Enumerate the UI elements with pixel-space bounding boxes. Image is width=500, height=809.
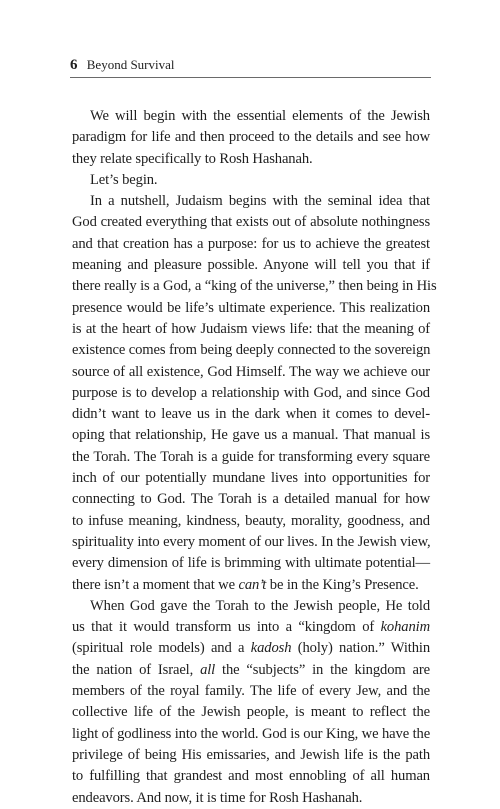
text-line: the Torah. The Torah is a guide for transforming every square <box>72 448 430 465</box>
body-text <box>72 106 437 809</box>
text-line: and that creation has a purpose: for us to achieve the greatest <box>72 235 430 252</box>
text-run: (spiritual role models) and a <box>72 640 251 657</box>
page-number: 6 <box>70 57 78 73</box>
text-line: inch of our potentially mundane lives into opportunities for <box>72 470 430 487</box>
text-line: connecting to God. The Torah is a detailed manual for how <box>72 491 430 508</box>
text-run: us that it would transform us into a “kingdom of <box>72 619 381 636</box>
text-line <box>72 575 430 596</box>
text-line: We will begin with the essential elements of the Jewish <box>90 108 430 124</box>
text-run: be in the King’s Presence. <box>266 576 419 593</box>
text-line: to fulfilling that grandest and most ennobling of all human <box>72 768 430 785</box>
text-line: When God gave the Torah to the Jewish people, He told <box>90 597 430 614</box>
text-line: privilege of being His emissaries, and Jewish life is the path <box>72 746 430 763</box>
italic-emphasis: can’t <box>238 576 267 593</box>
running-title: Beyond Survival <box>86 57 175 72</box>
text-line: every dimension of life is brimming with ultimate potential— <box>72 555 430 572</box>
text-line: spirituality into every moment of our lives. In the Jewish view, <box>72 533 431 550</box>
text-line: is at the heart of how Judaism views life: that the meaning of <box>72 320 430 337</box>
text-line: to infuse meaning, kindness, beauty, morality, goodness, and <box>72 512 430 529</box>
italic-term: kadosh <box>250 640 292 657</box>
italic-term: kohanim <box>380 619 430 636</box>
text-run: there isn’t a moment that we <box>72 576 239 593</box>
text-line: God created everything that exists out of absolute nothingness <box>72 214 430 231</box>
text-line: light of godliness into the world. God is our King, we have the <box>72 725 431 742</box>
text-line: purpose is to develop a relationship with God, and since God <box>72 384 430 401</box>
text-run: the “subjects” in the kingdom are <box>215 661 430 678</box>
text-line: presence would be life’s ultimate experience. This realization <box>72 299 430 316</box>
text-line <box>72 617 430 638</box>
text-line: members of the royal family. The life of every Jew, and the <box>72 683 430 700</box>
text-line: collective life of the Jewish people, is meant to reflect the <box>72 704 430 721</box>
text-line: oping that relationship, He gave us a manual. That manual is <box>72 427 430 444</box>
text-line: source of all existence, God Himself. The way we achieve our <box>72 363 430 380</box>
text-run: (holy) nation.” Within <box>291 640 431 657</box>
text-line: Let’s begin. <box>90 171 158 188</box>
italic-emphasis: all <box>200 661 216 678</box>
text-line <box>72 638 430 659</box>
text-line: they relate specifically to Rosh Hashanah. <box>72 150 313 167</box>
header-rule <box>70 77 431 78</box>
text-run: the nation of Israel, <box>72 661 201 678</box>
text-line <box>72 660 430 681</box>
text-line: didn’t want to leave us in the dark when it comes to devel- <box>72 406 430 423</box>
running-head <box>70 57 430 73</box>
text-line: endeavors. And now, it is time for Rosh Hashanah. <box>72 789 363 806</box>
text-line: existence comes from being deeply connected to the sovereign <box>72 342 431 359</box>
text-line: meaning and pleasure possible. Anyone will tell you that if <box>72 257 430 274</box>
text-line: In a nutshell, Judaism begins with the seminal idea that <box>90 193 430 210</box>
text-line: paradigm for life and then proceed to the details and see how <box>72 129 430 146</box>
text-line: there really is a God, a “king of the universe,” then being in His <box>72 278 437 295</box>
